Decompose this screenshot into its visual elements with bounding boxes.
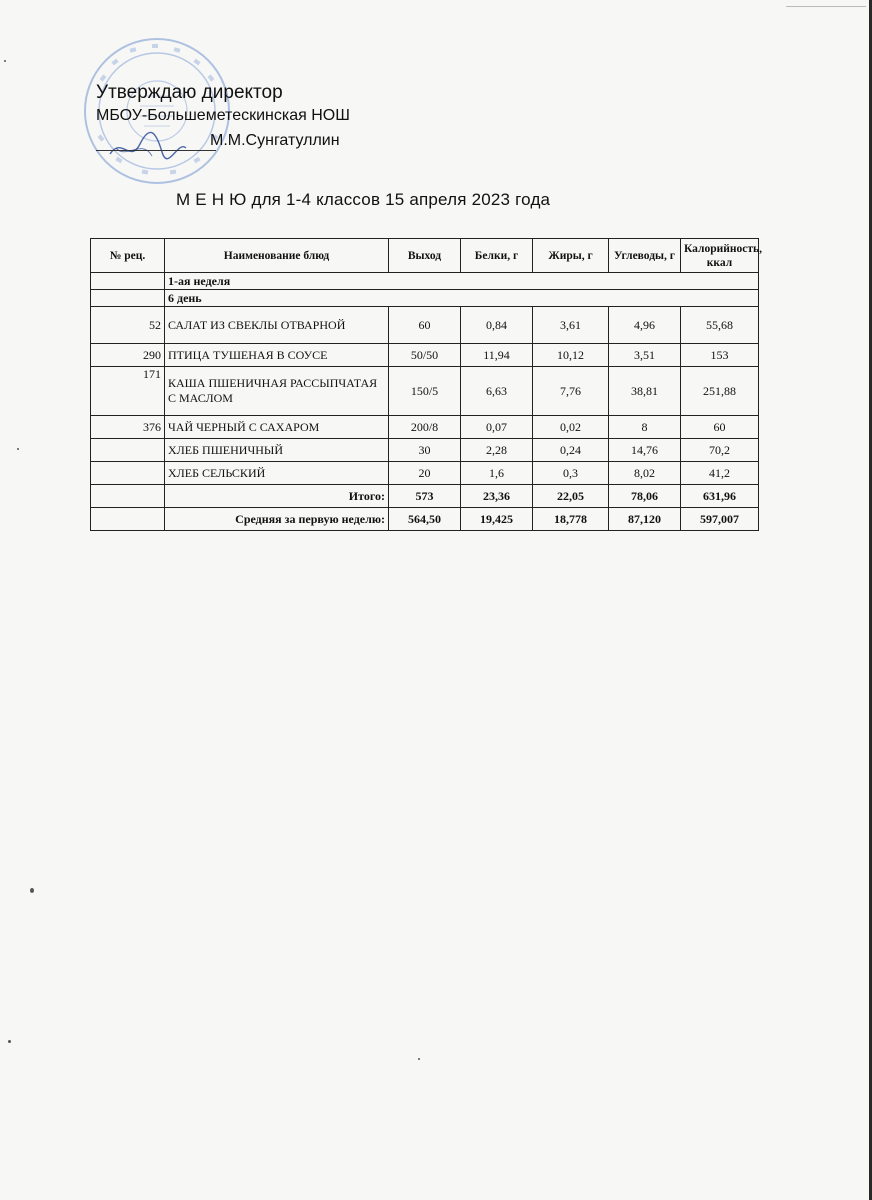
header-calories: Калорийность, ккал bbox=[681, 239, 759, 273]
total-fat: 22,05 bbox=[533, 485, 609, 508]
dish-protein: 6,63 bbox=[461, 367, 533, 416]
scan-speck bbox=[17, 448, 19, 450]
dish-fat: 7,76 bbox=[533, 367, 609, 416]
scan-speck bbox=[30, 888, 34, 893]
dish-output: 20 bbox=[389, 462, 461, 485]
dish-protein: 0,07 bbox=[461, 416, 533, 439]
dish-output: 50/50 bbox=[389, 344, 461, 367]
dish-protein: 0,84 bbox=[461, 307, 533, 344]
average-protein: 19,425 bbox=[461, 508, 533, 531]
recipe-num: 171 bbox=[91, 367, 165, 416]
scan-speck bbox=[8, 1040, 11, 1043]
recipe-num bbox=[91, 462, 165, 485]
dish-name: ХЛЕБ ПШЕНИЧНЫЙ bbox=[165, 439, 389, 462]
table-row bbox=[91, 462, 759, 485]
scan-speck bbox=[4, 60, 6, 62]
dish-carbs: 4,96 bbox=[609, 307, 681, 344]
menu-table bbox=[90, 238, 762, 531]
header-protein: Белки, г bbox=[461, 239, 533, 273]
dish-fat: 0,3 bbox=[533, 462, 609, 485]
header-carbs: Углеводы, г bbox=[609, 239, 681, 273]
average-fat: 18,778 bbox=[533, 508, 609, 531]
day-label: 6 день bbox=[165, 290, 759, 307]
dish-carbs: 3,51 bbox=[609, 344, 681, 367]
header-recipe-num: № рец. bbox=[91, 239, 165, 273]
dish-calories: 55,68 bbox=[681, 307, 759, 344]
dish-fat: 3,61 bbox=[533, 307, 609, 344]
dish-fat: 10,12 bbox=[533, 344, 609, 367]
dish-name: КАША ПШЕНИЧНАЯ РАССЫПЧАТАЯ С МАСЛОМ bbox=[165, 367, 389, 416]
director-name: М.М.Сунгатуллин bbox=[210, 132, 340, 149]
school-name: МБОУ-Большеметескинская НОШ bbox=[96, 107, 350, 124]
header-dish-name: Наименование блюд bbox=[165, 239, 389, 273]
average-calories: 597,007 bbox=[681, 508, 759, 531]
dish-name: ХЛЕБ СЕЛЬСКИЙ bbox=[165, 462, 389, 485]
scan-mark bbox=[786, 6, 866, 7]
dish-calories: 251,88 bbox=[681, 367, 759, 416]
recipe-num: 376 bbox=[91, 416, 165, 439]
header-fat: Жиры, г bbox=[533, 239, 609, 273]
dish-output: 150/5 bbox=[389, 367, 461, 416]
total-calories: 631,96 bbox=[681, 485, 759, 508]
average-carbs: 87,120 bbox=[609, 508, 681, 531]
table-row bbox=[91, 367, 759, 416]
table-row bbox=[91, 439, 759, 462]
menu-title: М Е Н Ю для 1-4 классов 15 апреля 2023 года bbox=[176, 190, 551, 209]
approval-title: Утверждаю директор bbox=[96, 82, 283, 103]
dish-name: ЧАЙ ЧЕРНЫЙ С САХАРОМ bbox=[165, 416, 389, 439]
total-row bbox=[91, 485, 759, 508]
dish-carbs: 8 bbox=[609, 416, 681, 439]
header-output: Выход bbox=[389, 239, 461, 273]
dish-output: 60 bbox=[389, 307, 461, 344]
dish-fat: 0,02 bbox=[533, 416, 609, 439]
table-row bbox=[91, 307, 759, 344]
table-header-row bbox=[91, 239, 759, 273]
dish-name: САЛАТ ИЗ СВЕКЛЫ ОТВАРНОЙ bbox=[165, 307, 389, 344]
dish-protein: 1,6 bbox=[461, 462, 533, 485]
recipe-num bbox=[91, 439, 165, 462]
dish-calories: 60 bbox=[681, 416, 759, 439]
total-carbs: 78,06 bbox=[609, 485, 681, 508]
week-label: 1-ая неделя bbox=[165, 273, 759, 290]
dish-fat: 0,24 bbox=[533, 439, 609, 462]
dish-output: 30 bbox=[389, 439, 461, 462]
day-row bbox=[91, 290, 759, 307]
dish-calories: 70,2 bbox=[681, 439, 759, 462]
table-row bbox=[91, 344, 759, 367]
average-label: Средняя за первую неделю: bbox=[165, 508, 389, 531]
table-row bbox=[91, 416, 759, 439]
dish-protein: 11,94 bbox=[461, 344, 533, 367]
dish-calories: 153 bbox=[681, 344, 759, 367]
dish-carbs: 14,76 bbox=[609, 439, 681, 462]
dish-name: ПТИЦА ТУШЕНАЯ В СОУСЕ bbox=[165, 344, 389, 367]
total-output: 573 bbox=[389, 485, 461, 508]
dish-carbs: 8,02 bbox=[609, 462, 681, 485]
dish-carbs: 38,81 bbox=[609, 367, 681, 416]
recipe-num: 290 bbox=[91, 344, 165, 367]
total-protein: 23,36 bbox=[461, 485, 533, 508]
week-row bbox=[91, 273, 759, 290]
dish-protein: 2,28 bbox=[461, 439, 533, 462]
recipe-num: 52 bbox=[91, 307, 165, 344]
dish-output: 200/8 bbox=[389, 416, 461, 439]
approval-block bbox=[96, 82, 350, 149]
scan-speck bbox=[418, 1058, 420, 1060]
dish-calories: 41,2 bbox=[681, 462, 759, 485]
signature-line bbox=[96, 150, 216, 151]
total-label: Итого: bbox=[165, 485, 389, 508]
average-row bbox=[91, 508, 759, 531]
average-output: 564,50 bbox=[389, 508, 461, 531]
